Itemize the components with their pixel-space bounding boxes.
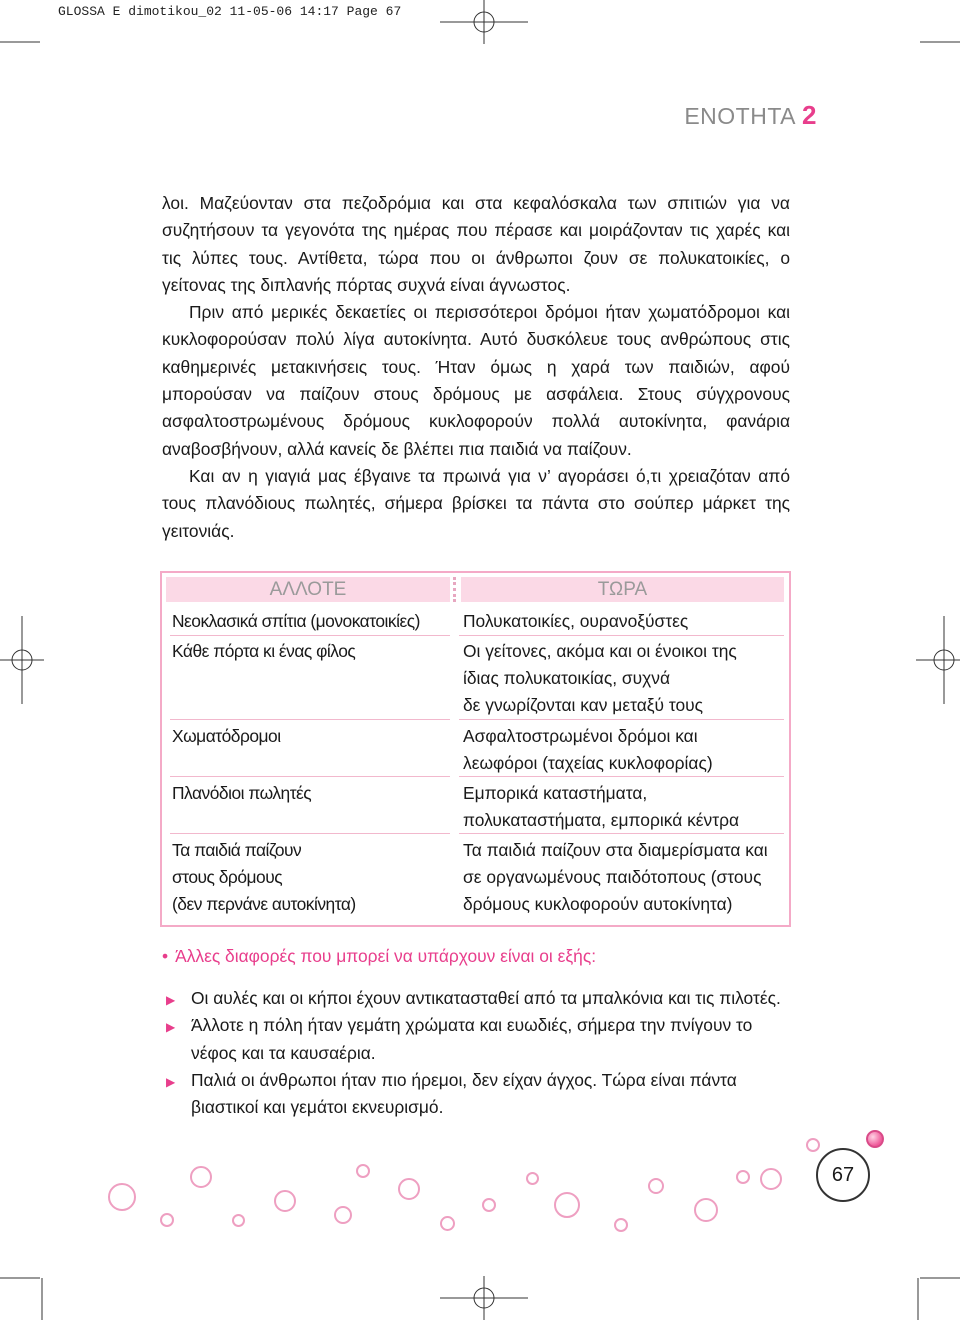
triangle-bullet-icon: ▶ — [166, 1074, 176, 1089]
now-text: Τα παιδιά παίζουν στα διαμερίσματα και — [463, 840, 768, 860]
decorative-dot — [760, 1168, 782, 1190]
now-cell — [463, 638, 785, 719]
then-text: Νεοκλασικά σπίτια (μονοκατοικίες) — [172, 611, 420, 631]
now-text: πολυκαταστήματα, εμπορικά κέντρα — [463, 810, 740, 830]
now-cell — [463, 608, 785, 635]
then-text: Πλανόδιοι πωλητές — [172, 783, 312, 803]
decorative-dot — [190, 1166, 212, 1188]
section-label: ΕΝΟΤΗΤΑ — [684, 103, 797, 129]
decorative-dot — [356, 1164, 370, 1178]
triangle-bullet-icon: ▶ — [166, 993, 176, 1007]
decorative-dot — [554, 1192, 580, 1218]
now-text: Ασφαλτοστρωμένοι δρόμοι και — [463, 726, 698, 746]
now-text: δε γνωρίζονται καν μεταξύ τους — [463, 695, 704, 715]
list-item — [166, 1067, 792, 1122]
registration-mark-top — [440, 0, 528, 44]
now-cell — [463, 837, 785, 918]
now-text: Πολυκατοικίες, ουρανοξύστες — [463, 611, 689, 631]
row-separator — [459, 719, 784, 720]
row-separator — [170, 833, 450, 834]
then-text: Τα παιδιά παίζουν — [172, 840, 302, 860]
decorative-dot — [398, 1178, 420, 1200]
paragraph-2: Πριν από μερικές δεκαετίες οι περισσότεροι δρόμοι ήταν χωματόδρομοι και κυκλοφορούσαν πολύ λίγα αυτοκίνητα. Αυτό δυσκόλευε τους ανθρώπους στις καθημερινές μετακινήσεις τους. Ήταν όμως η χαρά των παιδιών, αφού μπορούσαν να παίζουν στους δρόμους με ασφάλεια. Στους σύγχρονους ασφαλτοστρωμένους δρόμους κυκλοφορούν πολλά αυτοκίνητα, φανάρια αναβοσβήνουν, αλλά κανείς δε βλέπει πια παιδιά να παίζουν. — [162, 302, 790, 459]
now-cell — [463, 780, 785, 834]
decorative-dot — [806, 1138, 820, 1152]
other-differences-heading: Άλλες διαφορές που μπορεί να υπάρχουν είναι οι εξής: — [175, 946, 597, 966]
decorative-dot-filled — [866, 1130, 884, 1148]
decorative-dot — [160, 1213, 174, 1227]
then-text: Κάθε πόρτα κι ένας φίλος — [172, 641, 356, 661]
decorative-dot — [274, 1190, 296, 1212]
paragraph-1: λοι. Μαζεύονταν στα πεζοδρόμια και στα κεφαλόσκαλα των σπιτιών για να συζητήσουν τα γεγονότα της ημέρας που πέρασε και μοιράζονταν τις χαρές και τις λύπες τους. Αντίθετα, τώρα που οι άνθρωποι ζουν σε πολυκατοικίες, ο γείτονας της διπλανής πόρτας συχνά είναι άγνωστος. — [162, 193, 790, 295]
now-text: λεωφόροι (ταχείας κυκλοφορίας) — [463, 753, 713, 773]
paragraph-3: Και αν η γιαγιά μας έβγαινε τα πρωινά για ν’ αγοράσει ό,τι χρειαζόταν από τους πλανόδιους πωλητές, σήμερα βρίσκει τα πάντα στο σούπερ μάρκετ της γειτονιάς. — [162, 465, 790, 541]
then-text: Χωματόδρομοι — [172, 726, 281, 746]
decorative-dot — [526, 1172, 539, 1185]
decorative-dot — [648, 1178, 664, 1194]
row-separator — [170, 719, 450, 720]
row-separator — [459, 635, 784, 636]
then-text: στους δρόμους — [172, 867, 283, 887]
now-text: Εμπορικά καταστήματα, — [463, 783, 648, 803]
decorative-dot — [694, 1198, 718, 1222]
decorative-dot — [482, 1198, 496, 1212]
list-item-text: Άλλοτε η πόλη ήταν γεμάτη χρώματα και ευωδιές, σήμερα την πνίγουν το νέφος και τα καυσαέρια. — [191, 1015, 753, 1063]
header-divider — [453, 577, 456, 602]
bullet-dot: • — [162, 946, 169, 966]
body-text — [162, 190, 790, 545]
page-number: 67 — [816, 1148, 870, 1202]
differences-list — [166, 985, 792, 1121]
then-text: (δεν περνάνε αυτοκίνητα) — [172, 894, 356, 914]
list-item-text: Οι αυλές και οι κήποι έχουν αντικατασταθεί από τα μπαλκόνια και τις πιλοτές. — [191, 988, 781, 1008]
row-separator — [170, 635, 450, 636]
registration-mark-bottom — [440, 1276, 528, 1320]
header-now: ΤΩΡΑ — [461, 577, 784, 602]
then-cell — [172, 723, 457, 750]
section-number: 2 — [802, 100, 817, 130]
now-text: Οι γείτονες, ακόμα και οι ένοικοι της — [463, 641, 737, 661]
registration-mark-left — [0, 616, 44, 704]
then-cell — [172, 780, 457, 807]
now-cell — [463, 723, 785, 777]
list-item — [166, 985, 792, 1012]
header-then: ΑΛΛΟΤΕ — [166, 577, 450, 602]
decorative-dot — [440, 1216, 455, 1231]
decorative-dot — [614, 1218, 628, 1232]
list-item — [166, 1012, 792, 1067]
decorative-dot — [736, 1170, 750, 1184]
decorative-dot — [334, 1206, 352, 1224]
now-text: σε οργανωμένους παιδότοπους (στους — [463, 867, 762, 887]
then-cell — [172, 638, 457, 665]
comparison-table — [160, 571, 791, 927]
printer-slug: GLOSSA E dimotikou_02 11-05-06 14:17 Page 67 — [58, 4, 402, 19]
decorative-dot — [108, 1183, 136, 1211]
then-cell — [172, 608, 457, 635]
then-cell — [172, 837, 457, 918]
triangle-bullet-icon: ▶ — [166, 1020, 176, 1035]
list-item-text: Παλιά οι άνθρωποι ήταν πιο ήρεμοι, δεν είχαν άγχος. Τώρα είναι πάντα βιαστικοί και γεμάτοι εκνευρισμό. — [191, 1069, 737, 1118]
now-text: δρόμους κυκλοφορούν αυτοκίνητα) — [463, 894, 733, 914]
decorative-dot — [232, 1214, 245, 1227]
now-text: ίδιας πολυκατοικίας, συχνά — [463, 668, 671, 688]
section-title — [684, 100, 817, 131]
row-separator — [170, 776, 450, 777]
other-differences-title — [162, 946, 596, 967]
registration-mark-right — [916, 616, 960, 704]
